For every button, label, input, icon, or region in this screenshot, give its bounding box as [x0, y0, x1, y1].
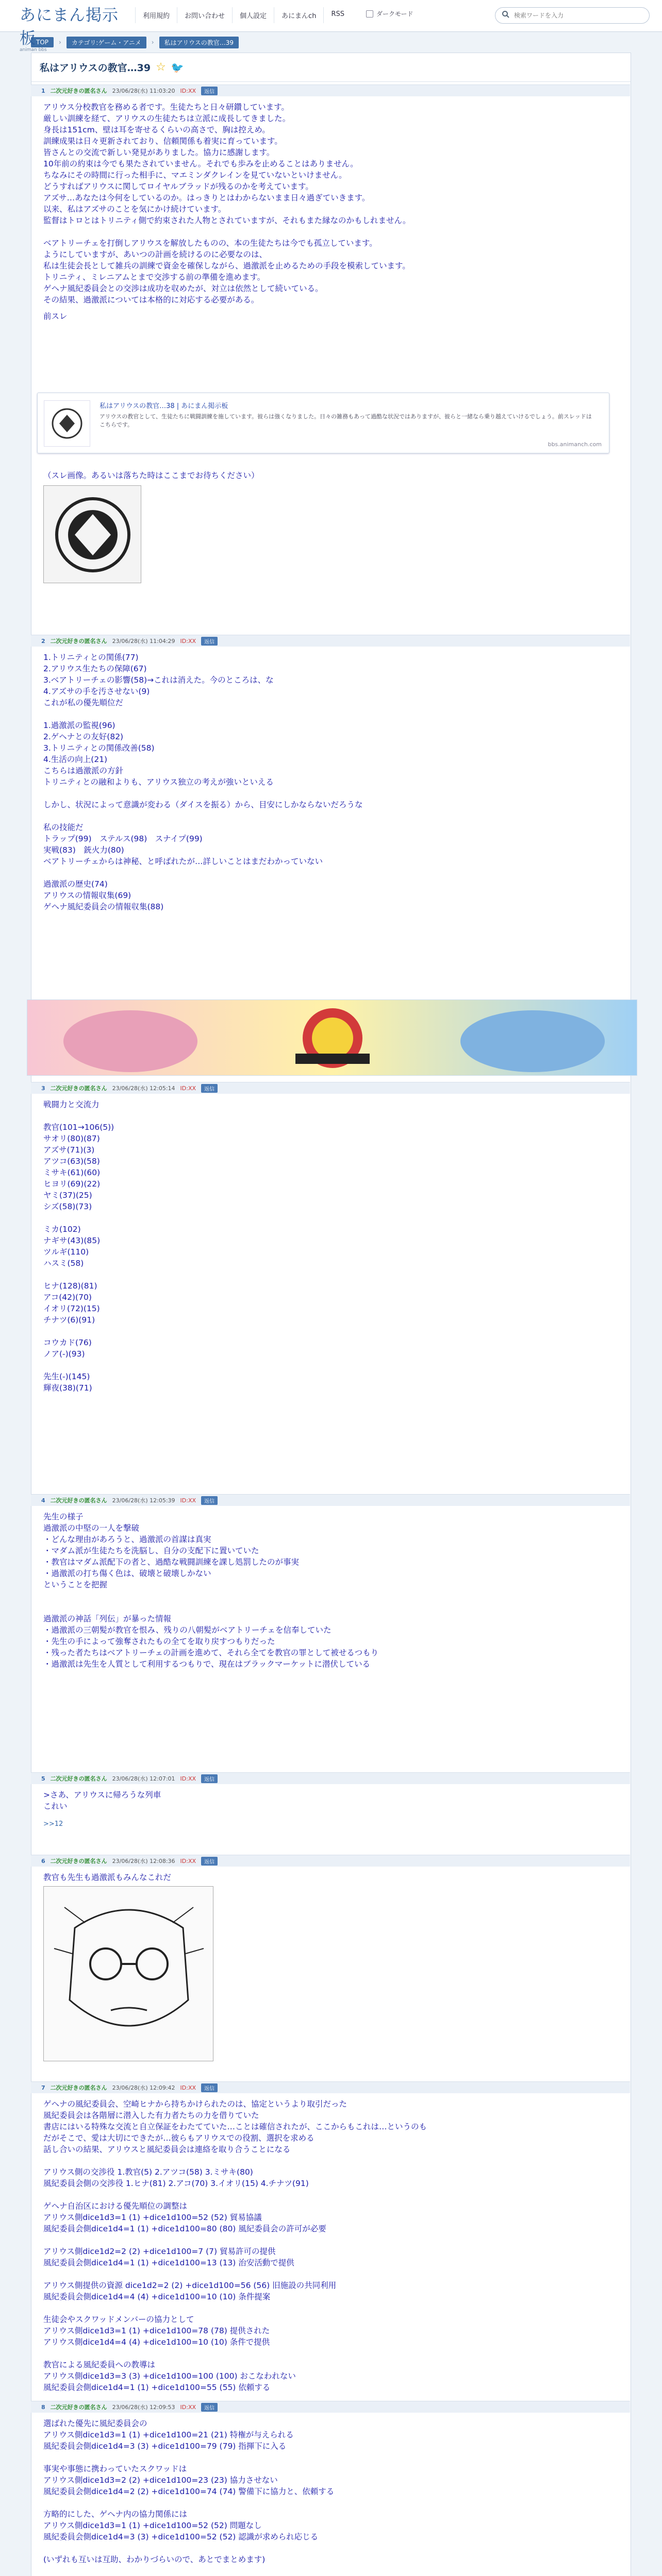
thread-header: [31, 53, 631, 82]
nav-terms[interactable]: 利用規約: [135, 7, 177, 23]
reply-button[interactable]: 返信: [201, 1084, 218, 1093]
breadcrumb-top[interactable]: TOP: [31, 37, 54, 47]
post-body: 先生の様子 過激派の中堅の一人を撃破 ・どんな理由があろうと、過激派の首謀は真実 ・マダム派が生徒たちを洗脳し、自分の支配下に置いていた ・教官はマダム派配下の者と、過酷な戦闘訓練を課し処罰したのが事実 ・過激派の打ち傷く色は、破壊と破壊しかない ということを把握 過激派の神話「列伝」が暴った情報 ・過激派の三朝髪が教官を恨み、残りの八朝髪がベアトリーチェを信奉していた ・先生の手によって強奪されたもの全てを取り戻すつもりだった ・残った者たちはベアトリーチェの計画を進めて、それら全てを教官の罪として被せるつもり ・過激派は先生を人質として利用するつもりで、現在はブラックマーケットに潜伏している: [43, 1512, 379, 1669]
post-id: ID:XX: [180, 87, 196, 94]
post-date: 23/06/28(水) 12:05:14: [112, 1085, 175, 1092]
site-logo[interactable]: [20, 2, 123, 53]
post-number[interactable]: 4: [41, 1497, 45, 1504]
reply-button[interactable]: 返信: [201, 1774, 218, 1783]
nav-animanch[interactable]: あにまんch: [274, 7, 323, 23]
site-title[interactable]: あにまん掲示板: [20, 6, 119, 48]
dark-mode-label: ダークモード: [376, 10, 413, 18]
post-body: ゲヘナの風紀委員会、空崎ヒナから持ちかけられたのは、協定というより取引だった 風紀委員会は各階層に潜入した有力者たちの力を借りていた 書店にはいる特殊な交流と自立保証をわたてていた…ことは確信されたが、ここからもこれは…というのも だがそこで、愛は大切にできたが…彼らもアリウスでの役割、選択を求める 話し合いの結果、アリウスと風紀委員会は連絡を取り合うことになる アリウス側の交渉役 1.教官(5) 2.アツコ(58) 3.ミサキ(80) 風紀委員会側の交渉役 1.ヒナ(81) 2.アコ(70) 3.イオリ(15) 4.チナツ(91) ゲヘナ自治区における優先順位の調整は アリウス側dice1d3=1 (1) +dice1d100=52 (52) 貿易協議 風紀委員会側dice1d4=1 (1) +dice1d100=80 (80) 風紀委員会の許可が必要 アリウス側dice1d2=2 (2) +dice1d100=7 (7) 貿易許可の提供 風紀委員会側dice1d4=1 (1) +dice1d100=13 (13) 治安活動で提供 アリウス側提供の資源 dice1d2=2 (2) +dice1d100=56 (56) 旧施設の共同利用 風紀委員会側dice1d4=4 (4) +dice1d100=10 (10) 条件提案 生徒会やスクワッドメンバーの協力として アリウス側dice1d3=1 (1) +dice1d100=78 (78) 提供された アリウス側dice1d4=4 (4) +dice1d100=10 (10) 条件で提供 教官による風紀委員への教導は アリウス側dice1d3=3 (3) +dice1d100=100 (100) おこなわれない 風紀委員会側dice1d4=1 (1) +dice1d100=55 (55) 依頼する: [43, 2099, 427, 2392]
reply-button[interactable]: 返信: [201, 1857, 218, 1866]
reply-button[interactable]: 返信: [201, 2083, 218, 2092]
post-author: 二次元好きの匿名さん: [50, 1085, 107, 1092]
post: [31, 2401, 630, 2576]
post-number[interactable]: 2: [41, 637, 45, 645]
manga-panel-image[interactable]: [43, 1886, 213, 2061]
dark-mode-checkbox[interactable]: [366, 10, 373, 18]
reply-button[interactable]: 返信: [201, 637, 218, 646]
top-nav: [135, 7, 352, 23]
breadcrumb-separator-icon: ›: [59, 39, 61, 46]
post-body: アリウス分校教官を務める者です。生徒たちと日々研鑽しています。 厳しい訓練を経て、アリウスの生徒たちは立派に成長してきました。 身長は151cm、壁は耳を寄せるくらいの高さで、胸は控えめ。 訓練成果は日々更新されており、信頼関係も着実に育っています。 皆さんとの交流で新しい発見がありました。協力に感謝します。 10年前の約束は今でも果たされていません。それでも歩みを止めることはありません。 ちなみにその時間に行った相手に、マエミンダクレインを見ていないといけません。 どうすればアリウスに関してロイヤルブラッドが残るのかを考えています。 アズサ…あなたは今何をしているのか。はっきりとはわからないまま日々過ぎていきます。 以来、私はアズサのことを気にかけ続けています。 監督はトロとはトリニティ側で約束された人物とされていますが、それもまた縁なのかもしれません。 ベアトリーチェを打倒しアリウスを解放したものの、本の生徒たちは今でも孤立しています。 ようにしていますが、あいつの計画を続けるのに必要なのは、 私は生徒会長として雑兵の訓練で資金を確保しながら、過激派を止めるための手段を模索しています。 トリニティ、ミレニアムとまで交渉する前の準備を進めます。 ゲヘナ風紀委員会との交渉は成功を収めたが、対立は依然として続いている。 その結果、過激派については本格的に対応する必要がある。: [43, 103, 411, 304]
prev-thread-label: 前スレ: [43, 312, 68, 321]
card-thumbnail: [44, 400, 90, 447]
post: [31, 1082, 630, 1484]
ad-banner[interactable]: [27, 999, 637, 1076]
post: [31, 1494, 630, 1762]
post-id: ID:XX: [180, 1084, 196, 1092]
post-header: [31, 1855, 630, 1867]
post-author: 二次元好きの匿名さん: [50, 1775, 107, 1782]
thread-title: 私はアリウスの教官…39: [40, 62, 151, 74]
reply-button[interactable]: 返信: [201, 2403, 218, 2412]
search-input[interactable]: [514, 12, 638, 19]
post-date: 23/06/28(水) 12:07:01: [112, 1775, 175, 1782]
card-description: アリウスの教官として、生徒たちに戦闘訓練を施しています。彼らは強くなりました。日々の雑務もあって過酷な状況ではありますが、彼らと一緒なら乗り越えていけるでしょう。前スレッドはこちらです。: [100, 413, 592, 428]
post-number[interactable]: 5: [41, 1775, 45, 1782]
site-subtitle: animan bbs: [20, 47, 47, 53]
post-body: 選ばれた優先に風紀委員会の アリウス側dice1d3=1 (1) +dice1d100=21 (21) 特権が与えられる 風紀委員会側dice1d4=3 (3) +dice1d100=79 (79) 指揮下に入る 事実や事態に携わっていたスクワッドは アリウス側dice1d3=2 (2) +dice1d100=23 (23) 協力させない 風紀委員会側dice1d4=2 (2) +dice1d100=74 (74) 警備下に協力と、依頼する 方略的にした、ゲヘナ内の協力関係には アリウス側dice1d3=1 (1) +dice1d100=52 (52) 問題なし 風紀委員会側dice1d4=3 (3) +dice1d100=52 (52) 認識が求められ応じる (いずれも互いは互助、わかりづらいので、あとでまとめます): [43, 2419, 335, 2564]
dark-mode-toggle[interactable]: [366, 9, 413, 18]
twitter-share-icon[interactable]: 🐦: [171, 61, 184, 74]
post-date: 23/06/28(水) 12:09:42: [112, 2084, 175, 2091]
post-body: 1.トリニティとの関係(77) 2.アリウス生たちの保障(67) 3.ベアトリーチェの影響(58)→これは消えた。今のところは、な 4.アズサの手を汚させない(9) これが私の優先順位だ 1.過激派の監視(96) 2.ゲヘナとの友好(82) 3.トリニティとの関係改善(58) 4.生活の向上(21) こちらは過激派の方針 トリニティとの融和よりも、アリウス独立の考えが強いといえる しかし、状況によって意識が変わる（ダイスを振る）から、目安にしかならないだろうな 私の技能だ トラップ(99) ステルス(98) スナイプ(99) 実戦(83) 銃火力(80) ベアトリーチェからは神秘、と呼ばれたが…詳しいことはまだわかっていない 過激派の歴史(74) アリウスの情報収集(69) ゲヘナ風紀委員会の情報収集(88): [43, 653, 363, 911]
post-author: 二次元好きの匿名さん: [50, 638, 107, 645]
nav-rss[interactable]: RSS: [323, 7, 352, 23]
post-number[interactable]: 3: [41, 1084, 45, 1092]
nav-settings[interactable]: 個人設定: [232, 7, 274, 23]
post-id: ID:XX: [180, 2084, 196, 2091]
post-number[interactable]: 1: [41, 87, 45, 94]
favorite-star-icon[interactable]: ☆: [156, 61, 166, 74]
post-date: 23/06/28(水) 11:03:20: [112, 88, 175, 94]
post-date: 23/06/28(水) 12:09:53: [112, 2404, 175, 2411]
post-author: 二次元好きの匿名さん: [50, 1858, 107, 1865]
post-body: 教官も先生も過激派もみんなこれだ: [43, 1873, 172, 1882]
post: [31, 1772, 630, 1844]
post-author: 二次元好きの匿名さん: [50, 1497, 107, 1504]
post-id: ID:XX: [180, 1775, 196, 1782]
post-header: [31, 2082, 630, 2093]
post-id: ID:XX: [180, 1497, 196, 1504]
post-id: ID:XX: [180, 1857, 196, 1865]
breadcrumb-thread[interactable]: 私はアリウスの教官…39: [159, 37, 239, 48]
post-number[interactable]: 7: [41, 2084, 45, 2091]
post-date: 23/06/28(水) 12:08:36: [112, 1858, 175, 1865]
breadcrumb-separator-icon: ›: [151, 39, 154, 46]
post-header: [31, 1495, 630, 1506]
post-id: ID:XX: [180, 2403, 196, 2411]
post: [31, 635, 630, 990]
nav-contact[interactable]: お問い合わせ: [177, 7, 232, 23]
card-title[interactable]: 私はアリウスの教官…38 | あにまん掲示板: [100, 402, 228, 410]
reply-button[interactable]: 返信: [201, 87, 218, 95]
post-author: 二次元好きの匿名さん: [50, 2404, 107, 2411]
search-box[interactable]: [495, 7, 650, 24]
thread-image[interactable]: [43, 485, 141, 583]
post-body: >さあ、アリウスに帰ろうな列車 これい: [43, 1790, 161, 1811]
image-note: （スレ画像。あるいは落ちた時はここまでお待ちください）: [43, 471, 259, 480]
post-author: 二次元好きの匿名さん: [50, 88, 107, 94]
post-date: 23/06/28(水) 11:04:29: [112, 638, 175, 645]
post-author: 二次元好きの匿名さん: [50, 2084, 107, 2091]
post-header: [31, 1082, 630, 1094]
search-icon[interactable]: [502, 10, 510, 21]
post-header: [31, 1773, 630, 1784]
post: [31, 1855, 630, 2071]
post-header: [31, 2401, 630, 2413]
card-url: bbs.animanch.com: [548, 441, 602, 448]
reply-link[interactable]: >>12: [43, 1820, 63, 1828]
post: [31, 2081, 630, 2391]
reply-button[interactable]: 返信: [201, 1496, 218, 1505]
post-header: [31, 635, 630, 647]
post-number[interactable]: 8: [41, 2403, 45, 2411]
post-id: ID:XX: [180, 637, 196, 645]
post-header: [31, 85, 630, 96]
post-body: 戦闘力と交流力 教官(101→106(5)) サオリ(80)(87) アズサ(71)(3) アツコ(63)(58) ミサキ(61)(60) ヒヨリ(69)(22) ヤミ(37)(25) シズ(58)(73) ミカ(102) ナギサ(43)(85) ツルギ(110) ハスミ(58) ヒナ(128)(81) アコ(42)(70) イオリ(72)(15) チナツ(6)(91) コウカド(76) ノア(-)(93) 先生(-)(145) 輝夜(38)(71): [43, 1100, 114, 1393]
prev-thread-card[interactable]: [37, 393, 609, 453]
breadcrumb-category[interactable]: カテゴリ:ゲーム・アニメ: [67, 37, 146, 48]
post-date: 23/06/28(水) 12:05:39: [112, 1497, 175, 1504]
post-number[interactable]: 6: [41, 1857, 45, 1865]
